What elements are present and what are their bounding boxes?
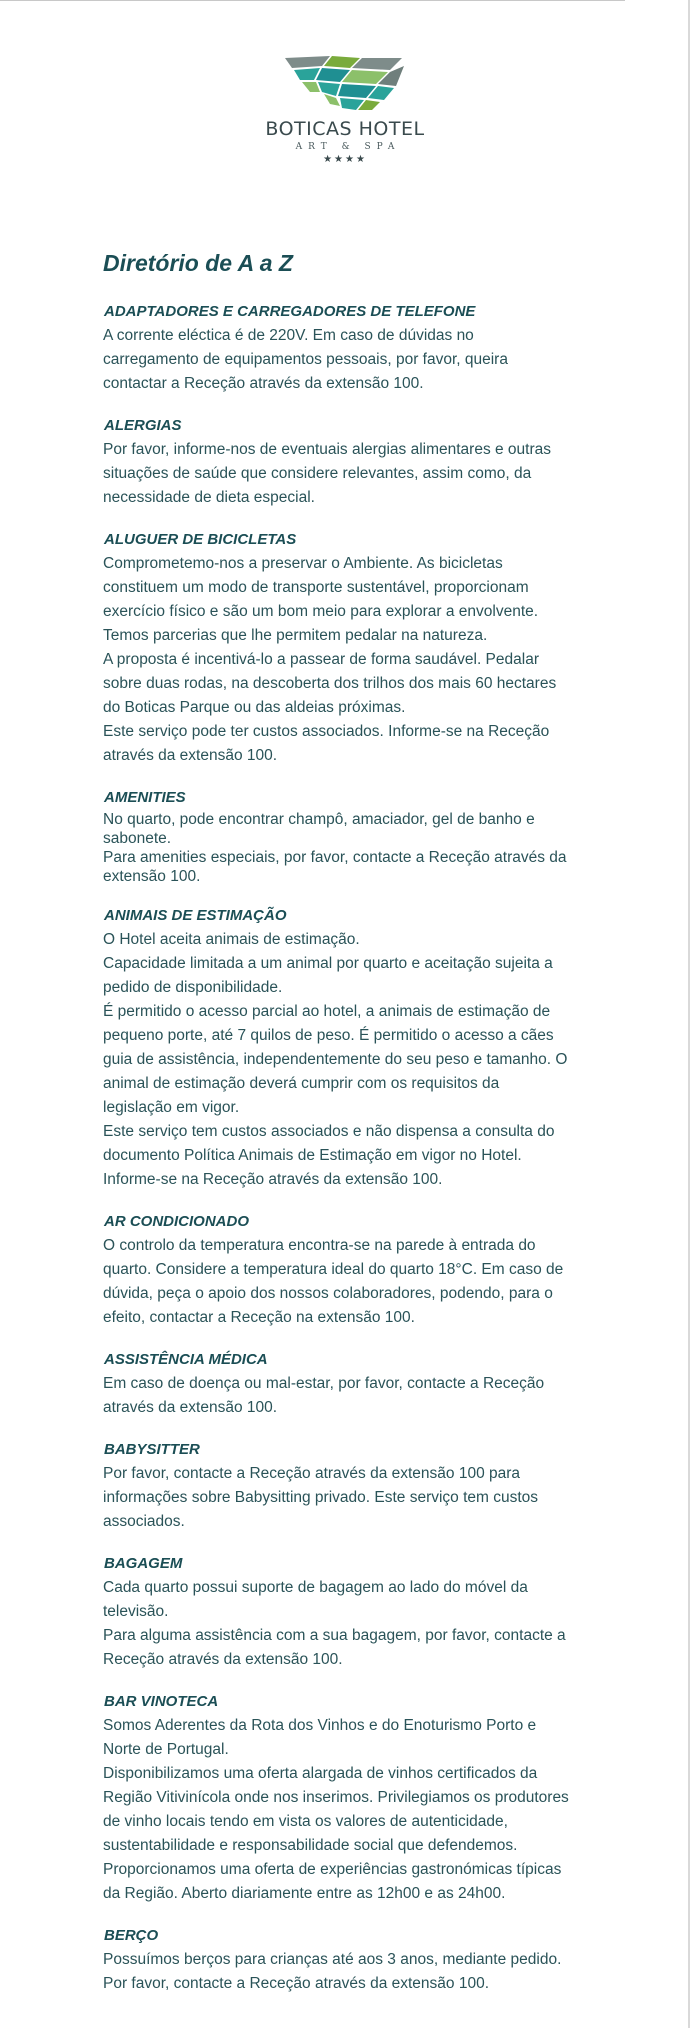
entry-text: Comprometemo-nos a preservar o Ambiente. As bicicletas constituem um modo de transporte sustentável, proporcionam exercício físico e são um bom meio para explorar a envolvente. Temos parcerias que lhe permitem pedalar na natureza. A proposta é incentivá-lo a passear de forma saudável. Pedalar sobre duas rodas, na descoberta dos trilhos dos mais 60 hectares do Boticas Parque ou das aldeias próximas. Este serviço pode ter custos associados. Informe-se na Receção através da extensão 100. xyxy=(103,555,557,764)
entry-title: ALUGUER DE BICICLETAS xyxy=(104,531,297,548)
entry-text: Somos Aderentes da Rota dos Vinhos e do Enoturismo Porto e Norte de Portugal. Disponibilizamos uma oferta alargada de vinhos certificados da Região Vitivinícola onde nos inserimos. Privilegiamos os produtores de vinho locais tendo em vista os valores de autenticidade, sustentabilidade e responsabilidade social que defendemos. Proporcionamos uma oferta de experiências gastronómicas típicas da Região. Aberto diariamente entre as 12h00 e as 24h00. xyxy=(103,1717,569,1902)
entry-title: AMENITIES xyxy=(104,789,186,806)
entry-bar-vinoteca xyxy=(103,1693,593,1906)
logo-mark-icon xyxy=(280,52,410,114)
page-title: Diretório de A a Z xyxy=(103,250,293,276)
entry-title: ANIMAIS DE ESTIMAÇÃO xyxy=(104,907,287,924)
entry-babysitter xyxy=(103,1441,593,1534)
entry-alergias xyxy=(103,417,593,510)
entry-title: BAGAGEM xyxy=(104,1555,183,1572)
entry-berco xyxy=(103,1927,593,1996)
entry-adaptadores xyxy=(103,303,593,396)
entry-title: ADAPTADORES E CARREGADORES DE TELEFONE xyxy=(104,303,476,320)
entry-title: ALERGIAS xyxy=(104,417,182,434)
logo-subtitle: ART & SPA xyxy=(295,142,401,152)
entry-ar-condicionado xyxy=(103,1213,593,1330)
hotel-logo xyxy=(0,52,690,165)
entry-title: BAR VINOTECA xyxy=(104,1693,219,1710)
entry-bagagem xyxy=(103,1555,593,1672)
entry-amenities xyxy=(103,789,593,886)
entry-aluguer-bicicletas xyxy=(103,531,593,768)
entry-title: BABYSITTER xyxy=(104,1441,200,1458)
entry-text: O controlo da temperatura encontra-se na parede à entrada do quarto. Considere a temperatura ideal do quarto 18°C. Em caso de dúvida, peça o apoio dos nossos colaboradores, podendo, para o efeito, contactar a Receção na extensão 100. xyxy=(103,1237,564,1326)
entry-title: AR CONDICIONADO xyxy=(104,1213,249,1230)
entry-text: No quarto, pode encontrar champô, amaciador, gel de banho e sabonete. Para amenities especiais, por favor, contacte a Receção através da extensão 100. xyxy=(103,811,567,885)
entry-title: BERÇO xyxy=(104,1927,159,1944)
entry-assistencia-medica xyxy=(103,1351,593,1420)
entry-text: O Hotel aceita animais de estimação. Capacidade limitada a um animal por quarto e aceitação sujeita a pedido de disponibilidade. É permitido o acesso parcial ao hotel, a animais de estimação de pequeno porte, até 7 quilos de peso. É permitido o acesso a cães guia de assistência, independentemente do seu peso e tamanho. O animal de estimação deverá cumprir com os requisitos da legislação em vigor. Este serviço tem custos associados e não dispensa a consulta do documento Política Animais de Estimação em vigor no Hotel. Informe-se na Receção através da extensão 100. xyxy=(103,931,568,1188)
logo-stars: ★★★★ xyxy=(323,154,367,165)
entry-text: Em caso de doença ou mal-estar, por favor, contacte a Receção através da extensão 100. xyxy=(103,1375,545,1416)
entry-text: Por favor, contacte a Receção através da extensão 100 para informações sobre Babysitting privado. Este serviço tem custos associados. xyxy=(103,1465,539,1530)
entry-title: ASSISTÊNCIA MÉDICA xyxy=(104,1351,268,1368)
top-divider xyxy=(0,0,625,1)
entry-animais xyxy=(103,907,593,1192)
logo-name: BOTICAS HOTEL xyxy=(265,118,425,140)
entry-text: Por favor, informe-nos de eventuais alergias alimentares e outras situações de saúde que considere relevantes, assim como, da necessidade de dieta especial. xyxy=(103,441,552,506)
entry-text: Cada quarto possui suporte de bagagem ao lado do móvel da televisão. Para alguma assistência com a sua bagagem, por favor, contacte a Receção através da extensão 100. xyxy=(103,1579,566,1668)
entry-text: A corrente eléctica é de 220V. Em caso de dúvidas no carregamento de equipamentos pessoais, por favor, queira contactar a Receção através da extensão 100. xyxy=(103,327,508,392)
entry-text: Possuímos berços para crianças até aos 3 anos, mediante pedido. Por favor, contacte a Receção através da extensão 100. xyxy=(103,1951,562,1992)
directory-content xyxy=(103,250,593,2017)
